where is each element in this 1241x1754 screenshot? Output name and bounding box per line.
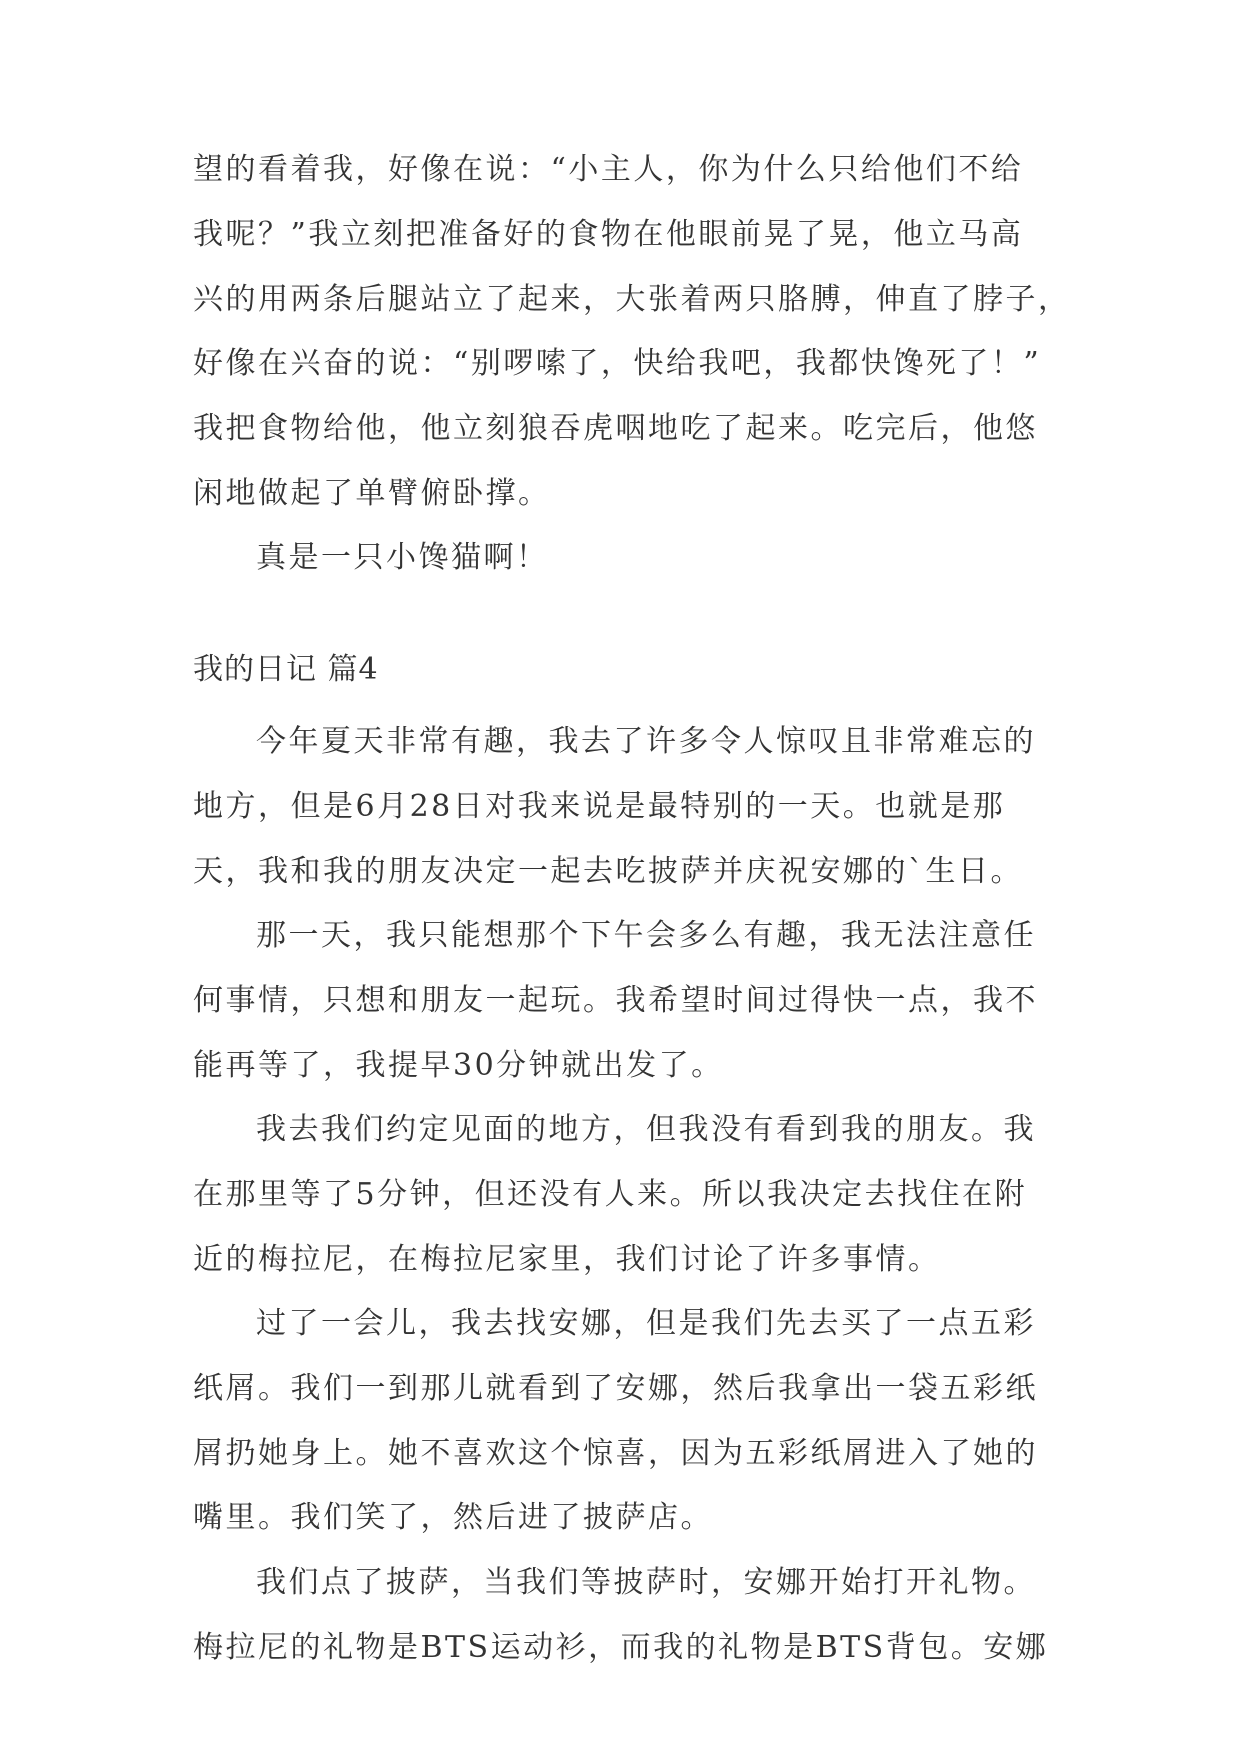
text-line: 我呢？”我立刻把准备好的食物在他眼前晃了晃，他立马高 — [193, 217, 1024, 252]
paragraph-line: 嘴里。我们笑了，然后进了披萨店。 — [193, 1500, 713, 1535]
paragraph-line: 能再等了，我提早30分钟就出发了。 — [193, 1048, 724, 1083]
text-line: 兴的用两条后腿站立了起来，大张着两只胳膊，伸直了脖子， — [193, 282, 1071, 317]
paragraph-line: 我去我们约定见面的地方，但我没有看到我的朋友。我 — [256, 1112, 1036, 1147]
paragraph-line: 过了一会儿，我去找安娜，但是我们先去买了一点五彩 — [256, 1306, 1036, 1341]
text-line: 闲地做起了单臂俯卧撑。 — [193, 476, 551, 511]
section-title: 我的日记 篇4 — [193, 652, 379, 687]
paragraph-line: 近的梅拉尼，在梅拉尼家里，我们讨论了许多事情。 — [193, 1242, 941, 1277]
paragraph-line: 地方，但是6月28日对我来说是最特别的一天。也就是那 — [193, 789, 1006, 824]
paragraph-line: 梅拉尼的礼物是BTS运动衫，而我的礼物是BTS背包。安娜 — [193, 1630, 1049, 1665]
paragraph-line: 屑扔她身上。她不喜欢这个惊喜，因为五彩纸屑进入了她的 — [193, 1436, 1038, 1471]
closing-line: 真是一只小馋猫啊！ — [256, 540, 549, 575]
paragraph-line: 天，我和我的朋友决定一起去吃披萨并庆祝安娜的`生日。 — [193, 854, 1023, 889]
paragraph-line: 纸屑。我们一到那儿就看到了安娜，然后我拿出一袋五彩纸 — [193, 1371, 1038, 1406]
paragraph-line: 今年夏天非常有趣，我去了许多令人惊叹且非常难忘的 — [256, 724, 1036, 759]
paragraph-line: 我们点了披萨，当我们等披萨时，安娜开始打开礼物。 — [256, 1565, 1036, 1600]
text-line: 好像在兴奋的说：“别啰嗦了，快给我吧，我都快馋死了！” — [193, 346, 1042, 381]
paragraph-line: 那一天，我只能想那个下午会多么有趣，我无法注意任 — [256, 918, 1036, 953]
text-line: 望的看着我，好像在说：“小主人，你为什么只给他们不给 — [193, 152, 1024, 187]
text-line: 我把食物给他，他立刻狼吞虎咽地吃了起来。吃完后，他悠 — [193, 411, 1038, 446]
paragraph-line: 何事情，只想和朋友一起玩。我希望时间过得快一点，我不 — [193, 983, 1038, 1018]
paragraph-line: 在那里等了5分钟，但还没有人来。所以我决定去找住在附 — [193, 1177, 1028, 1212]
